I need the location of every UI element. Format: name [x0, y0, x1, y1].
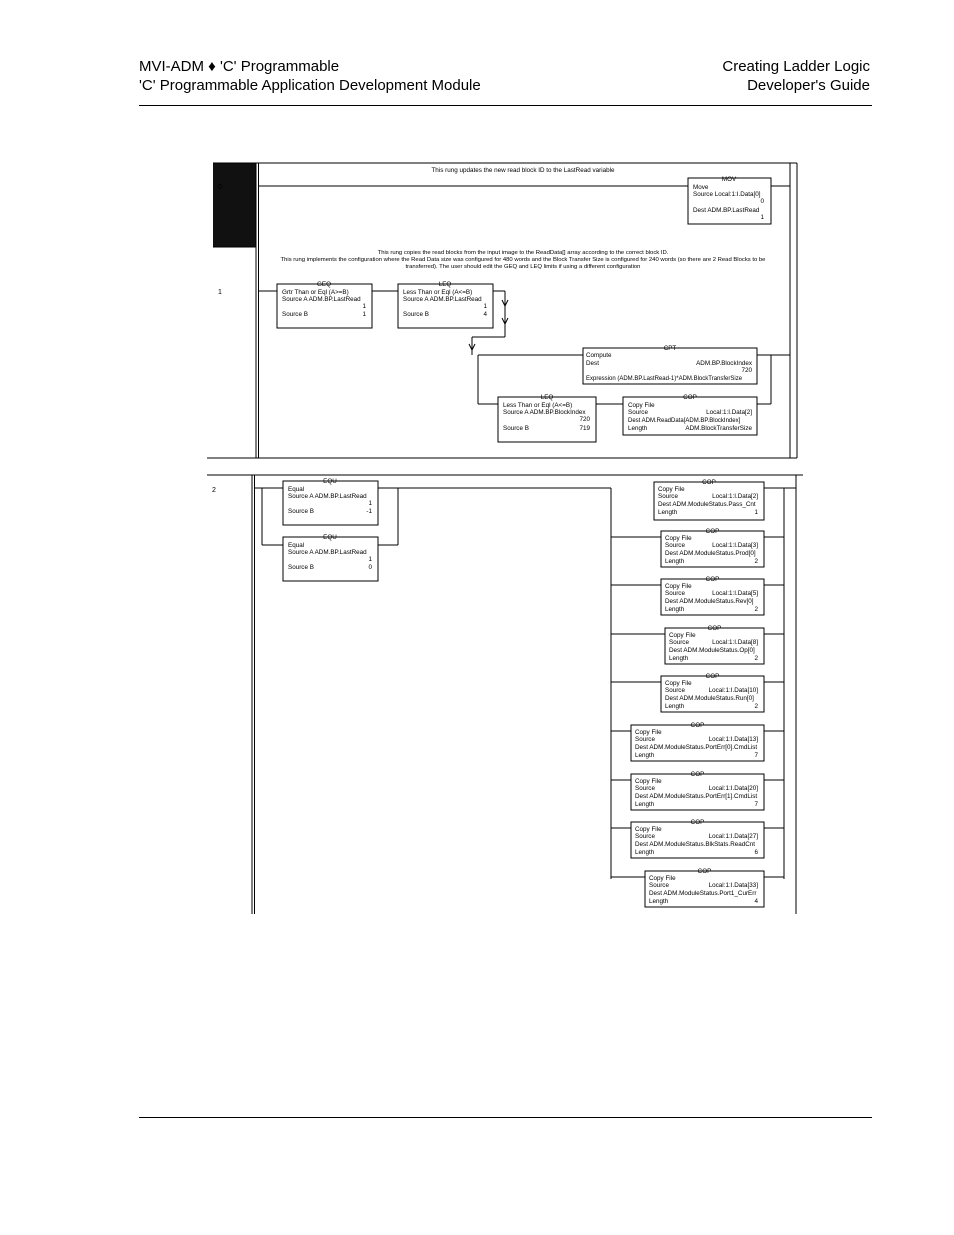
cop-length-2: 2 — [754, 558, 758, 565]
leq1-tag: LEQ — [438, 281, 452, 288]
leq1-source-b: Source B — [403, 311, 429, 318]
cop-title-4: Copy File — [669, 632, 696, 639]
cpt-dest-value: 720 — [741, 367, 752, 374]
leq2-source-b: Source B — [503, 425, 529, 432]
equ1-source-a-value: 1 — [368, 500, 372, 507]
cop-title-1: Copy File — [658, 486, 685, 493]
cop-dest-6: Dest ADM.ModuleStatus.PortErr[0].CmdList — [635, 744, 758, 751]
cpt-dest-tag: ADM.BP.BlockIndex — [696, 360, 752, 367]
cop-source-3: Local:1:I.Data[5] — [712, 590, 758, 597]
equ2-source-a-value: 1 — [368, 556, 372, 563]
header-product-line: MVI-ADM ♦ 'C' Programmable — [139, 58, 340, 75]
rung1-comment-line3: transferred). The user should edit the GEQ and LEQ limits if using a different configuration — [405, 264, 641, 270]
leq1-source-a-value: 1 — [483, 303, 487, 310]
rung0-comment: This rung updates the new read block ID to the LastRead variable — [431, 167, 615, 174]
cop1-source: Source — [628, 409, 648, 416]
cop-length-7: 7 — [754, 801, 758, 808]
cop-length-9: 4 — [754, 898, 758, 905]
geq-source-a-value: 1 — [362, 303, 366, 310]
cop-source-5: Local:1:I.Data[10] — [708, 687, 758, 694]
mov-tag: MOV — [721, 176, 737, 183]
leq2-source-b-value: 719 — [579, 425, 590, 432]
cop-source-4: Local:1:I.Data[8] — [712, 639, 758, 646]
leq2-title: Less Than or Eql (A<=B) — [503, 402, 573, 409]
equ2-source-b: Source B — [288, 564, 314, 571]
cop1-title: Copy File — [628, 402, 655, 409]
cpt-expression: Expression (ADM.BP.LastRead-1)*ADM.BlockTransferSize — [586, 376, 743, 382]
cop-length-label-8: Length — [635, 849, 655, 856]
cop-dest-2: Dest ADM.ModuleStatus.Prod[0] — [665, 550, 756, 557]
cop1-length-tag: ADM.BlockTransferSize — [685, 425, 752, 432]
cpt-dest: Dest — [586, 360, 599, 367]
cop-length-3: 2 — [754, 606, 758, 613]
cop-tag-9: COP — [697, 868, 712, 875]
cop-length-label-1: Length — [658, 509, 678, 516]
cop-length-6: 7 — [754, 752, 758, 759]
cop-source-8: Local:1:I.Data[27] — [708, 833, 758, 840]
cop1-tag: COP — [683, 394, 697, 401]
cop-length-5: 2 — [754, 703, 758, 710]
cop-dest-1: Dest ADM.ModuleStatus.Pass_Cnt — [658, 501, 756, 508]
geq-title: Grtr Than or Eql (A>=B) — [282, 289, 349, 296]
cop-title-5: Copy File — [665, 680, 692, 687]
cop-tag-5: COP — [705, 673, 720, 680]
cop-source-9: Local:1:I.Data[33] — [708, 882, 758, 889]
equ2-title: Equal — [288, 542, 305, 549]
equ1-tag: EQU — [323, 478, 337, 485]
mov-dest-value: 1 — [760, 214, 764, 221]
header-guide-title: Developer's Guide — [747, 77, 870, 94]
leq1-title: Less Than or Eql (A<=B) — [403, 289, 473, 296]
mov-dest: Dest ADM.BP.LastRead — [693, 207, 760, 214]
cop-title-9: Copy File — [649, 875, 676, 882]
mov-source: Source Local:1:I.Data[0] — [693, 191, 761, 198]
cop-dest-7: Dest ADM.ModuleStatus.PortErr[1].CmdList — [635, 793, 758, 800]
cop-source-label-9: Source — [649, 882, 669, 889]
cop-title-3: Copy File — [665, 583, 692, 590]
cop-length-label-5: Length — [665, 703, 685, 710]
leq2-source-a: Source A ADM.BP.BlockIndex — [503, 409, 586, 416]
cop-length-label-2: Length — [665, 558, 685, 565]
cpt-title: Compute — [586, 352, 612, 359]
cop-source-label-5: Source — [665, 687, 685, 694]
leq1-source-a: Source A ADM.BP.LastRead — [403, 296, 482, 303]
cop-source-1: Local:1:I.Data[2] — [712, 493, 758, 500]
equ1-title: Equal — [288, 486, 305, 493]
cop-title-2: Copy File — [665, 535, 692, 542]
cop-tag-6: COP — [690, 722, 705, 729]
cop-dest-3: Dest ADM.ModuleStatus.Rev[0] — [665, 598, 754, 605]
leq1-source-b-value: 4 — [483, 311, 487, 318]
cop-source-2: Local:1:I.Data[3] — [712, 542, 758, 549]
cop-length-label-4: Length — [669, 655, 689, 662]
leq2-source-a-value: 720 — [579, 416, 590, 423]
equ2-tag: EQU — [323, 534, 337, 541]
cop1-source-tag: Local:1:I.Data[2] — [706, 409, 752, 416]
cop-tag-1: COP — [702, 479, 716, 486]
cop1-length: Length — [628, 425, 648, 432]
header-chapter-title: Creating Ladder Logic — [722, 58, 870, 75]
cop-tag-8: COP — [690, 819, 705, 826]
rung1-comment-line2: This rung implements the configuration where the Read Data size was configured for 480 words and the Block Transfer Size is configured for 240 words (so there are 2 Read Blocks to be — [280, 257, 766, 263]
cop-tag-4: COP — [707, 625, 722, 632]
geq-source-a: Source A ADM.BP.LastRead — [282, 296, 361, 303]
cop-dest-4: Dest ADM.ModuleStatus.Op[0] — [669, 647, 755, 654]
cop-source-7: Local:1:I.Data[20] — [708, 785, 758, 792]
mov-title: Move — [693, 184, 709, 191]
cop-source-6: Local:1:I.Data[13] — [708, 736, 758, 743]
rung1-comment-line1: This rung copies the read blocks from the input image to the ReadData[] array according to the correct block ID. — [377, 250, 669, 256]
cop-source-label-7: Source — [635, 785, 655, 792]
header-product-name: 'C' Programmable Application Development Module — [139, 77, 481, 94]
cop-title-7: Copy File — [635, 778, 662, 785]
cop-dest-5: Dest ADM.ModuleStatus.Run[0] — [665, 695, 754, 702]
cop-source-label-3: Source — [665, 590, 685, 597]
cop1-dest: Dest ADM.ReadData[ADM.BP.BlockIndex] — [628, 418, 741, 424]
cop-source-label-6: Source — [635, 736, 655, 743]
cop-length-4: 2 — [754, 655, 758, 662]
equ1-source-b-value: -1 — [366, 508, 372, 515]
cop-title-6: Copy File — [635, 729, 662, 736]
cop-source-label-4: Source — [669, 639, 689, 646]
equ1-source-b: Source B — [288, 508, 314, 515]
cop-length-label-9: Length — [649, 898, 669, 905]
cop-tag-3: COP — [705, 576, 720, 583]
geq-tag: GEQ — [317, 281, 331, 288]
cop-tag-2: COP — [705, 528, 720, 535]
cop-title-8: Copy File — [635, 826, 662, 833]
mov-source-value: 0 — [760, 198, 764, 205]
cop-dest-9: Dest ADM.ModuleStatus.Port1_CurErr — [649, 890, 757, 897]
cop-tag-7: COP — [690, 771, 705, 778]
leq2-tag: LEQ — [540, 394, 554, 401]
cop-source-label-1: Source — [658, 493, 678, 500]
cop-length-label-7: Length — [635, 801, 655, 808]
cop-dest-8: Dest ADM.ModuleStatus.BlkStats.ReadCnt — [635, 841, 756, 848]
rung-number-2: 2 — [212, 487, 216, 494]
cop-length-1: 1 — [754, 509, 758, 516]
cop-source-label-2: Source — [665, 542, 685, 549]
cpt-tag: CPT — [663, 345, 677, 352]
cop-length-8: 6 — [754, 849, 758, 856]
cop-length-label-3: Length — [665, 606, 685, 613]
geq-source-b-value: 1 — [362, 311, 366, 318]
geq-source-b: Source B — [282, 311, 308, 318]
cop-source-label-8: Source — [635, 833, 655, 840]
rung-number-0: 0 — [218, 184, 222, 191]
equ1-source-a: Source A ADM.BP.LastRead — [288, 493, 367, 500]
equ2-source-b-value: 0 — [368, 564, 372, 571]
equ2-source-a: Source A ADM.BP.LastRead — [288, 549, 367, 556]
rung-number-1: 1 — [218, 289, 222, 296]
cop-length-label-6: Length — [635, 752, 655, 759]
